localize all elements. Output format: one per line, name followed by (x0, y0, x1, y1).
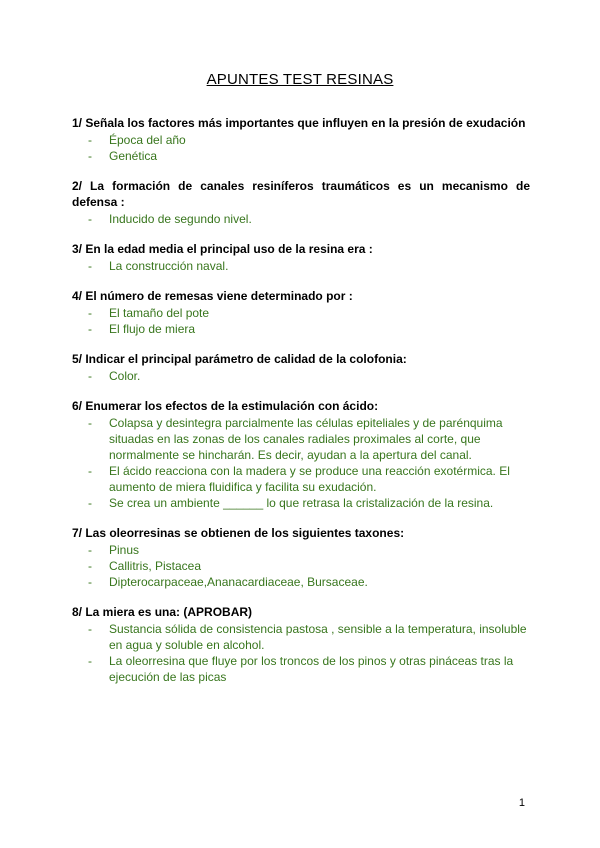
answer-list (72, 368, 530, 384)
bullet-dash: - (88, 133, 92, 147)
answer-item (72, 305, 530, 321)
answer-text: Genética (109, 149, 158, 163)
answer-item (72, 495, 530, 511)
answer-list (72, 305, 530, 337)
answer-text: La oleorresina que fluye por los troncos de los pinos y otras pináceas tras la ejecución de las picas (109, 654, 514, 684)
answer-item (72, 463, 530, 495)
answer-item (72, 368, 530, 384)
answer-item (72, 148, 530, 164)
bullet-dash: - (88, 464, 92, 478)
answer-list (72, 211, 530, 227)
answer-item (72, 258, 530, 274)
bullet-dash: - (88, 575, 92, 589)
bullet-dash: - (88, 322, 92, 336)
bullet-dash: - (88, 543, 92, 557)
bullet-dash: - (88, 496, 92, 510)
answer-item (72, 415, 530, 463)
question-block (72, 115, 530, 164)
answer-text: La construcción naval. (109, 259, 229, 273)
answer-list (72, 621, 530, 685)
answer-item (72, 542, 530, 558)
bullet-dash: - (88, 306, 92, 320)
question-text: 1/ Señala los factores más importantes que influyen en la presión de exudación (72, 116, 526, 130)
answer-text: Colapsa y desintegra parcialmente las células epiteliales y de parénquima situadas en las zonas de los canales radiales proximales al corte, que normalmente se hincharán. Es decir, ayudan a la apertura del canal. (109, 416, 503, 462)
question-block (72, 241, 530, 274)
question-block (72, 178, 530, 227)
question-block (72, 604, 530, 685)
answer-item (72, 211, 530, 227)
question-text: 6/ Enumerar los efectos de la estimulación con ácido: (72, 399, 379, 413)
answer-list (72, 132, 530, 164)
answer-list (72, 258, 530, 274)
question-text: 7/ Las oleorresinas se obtienen de los siguientes taxones: (72, 526, 405, 540)
bullet-dash: - (88, 622, 92, 636)
answer-text: Inducido de segundo nivel. (109, 212, 252, 226)
answer-item (72, 574, 530, 590)
page-number: 1 (518, 797, 525, 809)
question-block (72, 398, 530, 511)
answer-text: Color. (109, 369, 141, 383)
answer-item (72, 653, 530, 685)
bullet-dash: - (88, 149, 92, 163)
answer-text: El tamaño del pote (109, 306, 210, 320)
answer-item (72, 558, 530, 574)
answer-text: Se crea un ambiente ______ lo que retrasa la cristalización de la resina. (109, 496, 494, 510)
answer-text: El flujo de miera (109, 322, 196, 336)
answer-list (72, 415, 530, 511)
question-text: 4/ El número de remesas viene determinado por : (72, 289, 353, 303)
question-text: 5/ Indicar el principal parámetro de calidad de la colofonia: (72, 352, 407, 366)
question-text: 2/ La formación de canales resiníferos traumáticos es un mecanismo de defensa : (72, 179, 530, 209)
answer-list (72, 542, 530, 590)
answer-text: Pinus (109, 543, 140, 557)
answer-item (72, 321, 530, 337)
bullet-dash: - (88, 212, 92, 226)
answer-text: Dipterocarpaceae,Ananacardiaceae, Bursaceae. (109, 575, 368, 589)
bullet-dash: - (88, 416, 92, 430)
bullet-dash: - (88, 559, 92, 573)
page-title: APUNTES TEST RESINAS (206, 71, 394, 88)
answer-text: El ácido reacciona con la madera y se produce una reacción exotérmica. El aumento de miera fluidifica y facilita su exudación. (109, 464, 510, 494)
bullet-dash: - (88, 654, 92, 668)
answer-item (72, 132, 530, 148)
answer-text: Callitris, Pistacea (109, 559, 202, 573)
bullet-dash: - (88, 259, 92, 273)
answer-text: Sustancia sólida de consistencia pastosa , sensible a la temperatura, insoluble en agua y soluble en alcohol. (109, 622, 527, 652)
question-text: 3/ En la edad media el principal uso de la resina era : (72, 242, 373, 256)
question-text: 8/ La miera es una: (APROBAR) (72, 605, 253, 619)
bullet-dash: - (88, 369, 92, 383)
question-block (72, 525, 530, 590)
question-list (72, 115, 530, 699)
answer-text: Época del año (109, 133, 186, 147)
answer-item (72, 621, 530, 653)
question-block (72, 351, 530, 384)
question-block (72, 288, 530, 337)
